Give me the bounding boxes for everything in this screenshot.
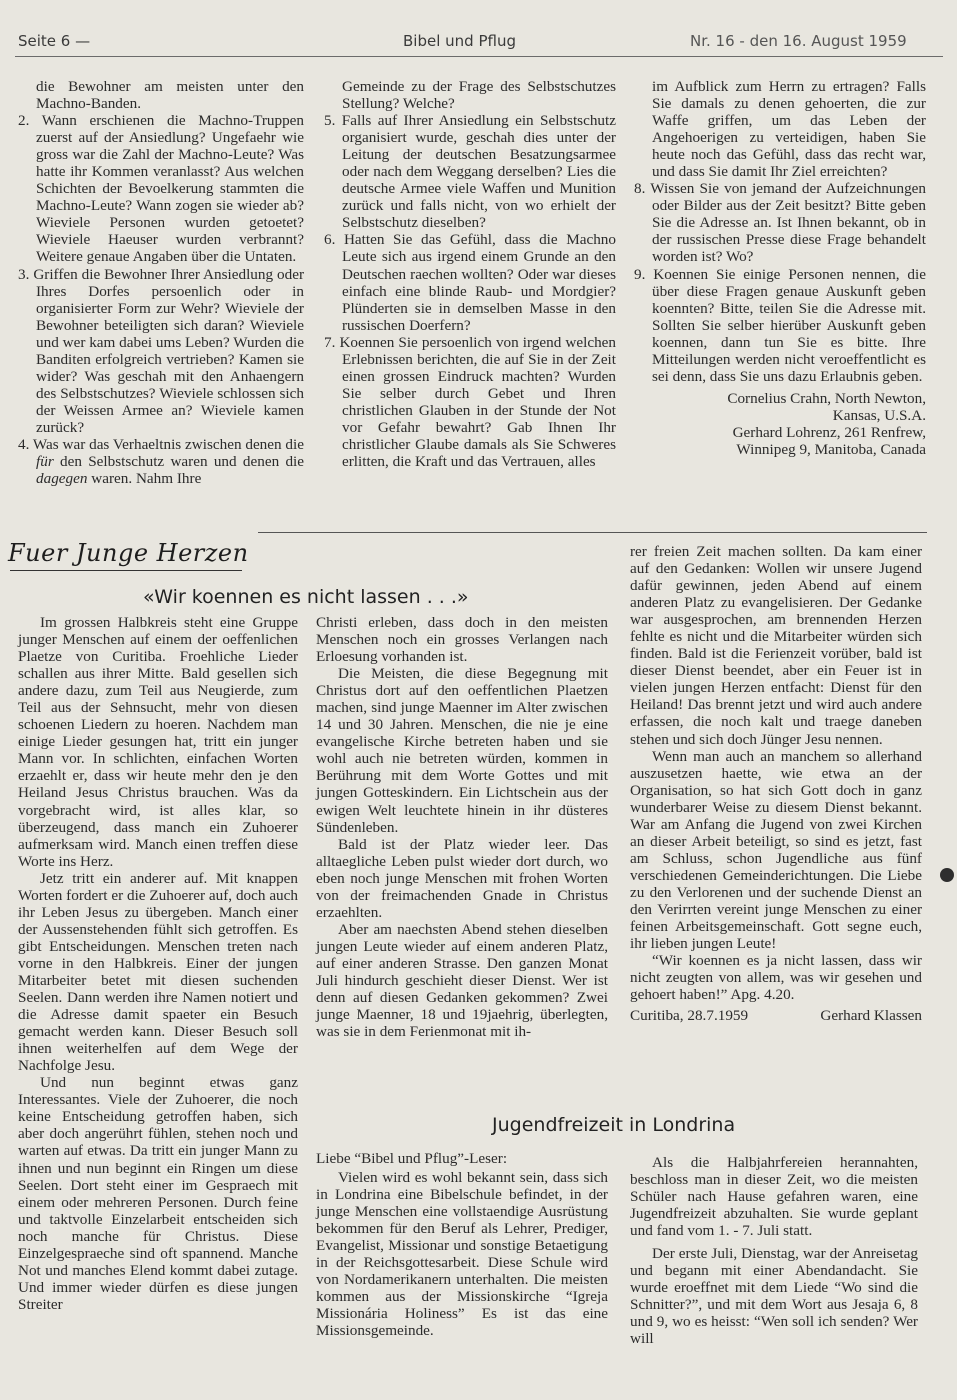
question-2: 2. Wann erschienen die Machno-Truppen zuerst auf der Ansiedlung? Ungefaehr wie gross war die Zahl der Machno-Leute? Was hatte ihr Kommen veranlasst? Aus welchen Schichten der Bevoelkerung stammten die Machno-Leute? Wann zogen sie wieder ab? Wieviele Personen wurden getoetet? Wieviele Haeuser wurden verbrannt? Weitere genaue Angaben über die Untaten. [18, 112, 304, 266]
paragraph: die Bewohner am meisten unter den Machno-Banden. [36, 78, 304, 113]
q4-text-c: waren. Nahm Ihre [87, 470, 202, 488]
article2-column-1 [316, 1150, 608, 1340]
article-place-date: Curitiba, 28.7.1959 [630, 1007, 749, 1025]
article1-column-2 [316, 614, 608, 1040]
question-5: 5. Falls auf Ihrer Ansiedlung ein Selbstschutz organisiert wurde, geschah dies unter der Leitung der deutschen Besatzungsarmee oder nach dem Weggang derselben? Lies die deutsche Armee viele Waffen und Munition zurück und falls nicht, von wo erhielt der Selbstschutz dieselben? [324, 112, 616, 232]
q4-text-a: 4. Was war das Verhaeltnis zwischen denen die [18, 435, 304, 453]
binding-hole-mark [940, 868, 954, 882]
signature-line: Gerhard Lohrenz, 261 Renfrew, [732, 423, 926, 441]
article-author: Gerhard Klassen [820, 1007, 922, 1025]
q4-text-b: den Selbstschutz waren und denen die [53, 453, 304, 471]
signature-line: Kansas, U.S.A. [832, 406, 926, 424]
paragraph: “Wir koennen es ja nicht lassen, dass wir nicht zeugten von allem, was wir gesehen und gehoert haben!” Apg. 4.20. [630, 952, 922, 1004]
question-9: 9. Koennen Sie einige Personen nennen, die über diese Fragen genaue Auskunft geben koennten? Bitte, teilen Sie die Adresse mit. Sollten Sie selber hierüber Auskunft geben koennen, dann tun Sie es bitte. Ihre Mitteilungen werden nicht veroeffentlicht es sei denn, dass Sie uns dazu Erlaubnis geben. [634, 265, 926, 385]
signature-line: Cornelius Crahn, North Newton, [727, 389, 926, 407]
question-4 [18, 436, 304, 487]
paragraph: Christi erleben, dass doch in den meisten Menschen noch ein grosses Verlangen nach Erloesung vorhanden ist. [316, 614, 608, 666]
signature-line: Winnipeg 9, Manitoba, Canada [736, 440, 926, 458]
paragraph: Bald ist der Platz wieder leer. Das alltaegliche Leben pulst wieder dort durch, wo eben noch junge Menschen mit frohen Worten von der freimachenden Gnade in Christus erzaehlten. [316, 835, 608, 921]
question-7: 7. Koennen Sie persoenlich von irgend welchen Erlebnissen berichten, die auf Sie in der Zeit einen grossen Eindruck machten? Wurden Sie selber durch Gebet und Ihren christlichen Glauben in der Stunde der Not vor Gefahr bewahrt? Gab Ihnen Ihr christlicher Glaube damals als Sie Schweres erlitten, die Kraft und das Vertrauen, alles [324, 333, 616, 471]
issue-date: Nr. 16 - den 16. August 1959 [690, 32, 907, 50]
q4-emphasis-dagegen: dagegen [36, 470, 88, 488]
q4-emphasis-fuer: für [36, 453, 54, 471]
paragraph: im Aufblick zum Herrn zu ertragen? Falls Sie damals zu denen gehoerten, die zur Waffe griffen, um das Leben der Angehoerigen zu verteidigen, haben Sie heute noch das Gefühl, dass das recht war, und dass Sie damit Ihr Ziel erreichten? [652, 78, 926, 181]
paragraph: Gemeinde zu der Frage des Selbstschutzes Stellung? Welche? [342, 78, 616, 113]
paragraph: Der erste Juli, Dienstag, war der Anreisetag und begann mit einer Abendandacht. Sie wurde eroeffnet mit dem Liede “Wo sind die Schnitter?”, und mit dem Wort aus Jesaja 6, 8 und 9, wo es heisst: “Wen soll ich senden? Wer will [630, 1245, 918, 1348]
paragraph: rer freien Zeit machen sollten. Da kam einer auf den Gedanken: Wollen wir unsere Jugend dafür gewinnen, jeden Abend auf einem anderen Platz zu evangelisieren. Der Gedanke war ausgesprochen, am brennenden Herzen fehlte es nicht und die Mitarbeiter würden sich finden. Bald ist die Ferienzeit vorüber, bald ist dieser Dienst beendet, aber ein Feuer ist in vielen jungen Herzen entfacht: Dienst für den Heiland! Das brennt jetzt und wird auch andere erfassen, die noch kalt und traege daneben stehen und sich doch Jünger Jesu nennen. [630, 543, 922, 748]
section-divider [258, 532, 927, 533]
question-8: 8. Wissen Sie von jemand der Aufzeichnungen oder Bilder aus der Zeit besitzt? Bitte geben Sie die Adresse an. Ist Ihnen bekannt, ob in der russischen Presse diese Frage behandelt worden ist? Wo? [634, 180, 926, 266]
question-6: 6. Hatten Sie das Gefühl, dass die Machno Leute sich aus irgend einem Grunde an den Deutschen raechen wollten? Oder war dieses einfach eine blinde Raub- und Mordgier? Plünderten sie in demselben Masse in den russischen Doerfern? [324, 231, 616, 334]
article-byline [630, 1007, 922, 1024]
header-rule [15, 56, 943, 57]
paragraph: Und nun beginnt etwas ganz Interessantes. Viele der Zuhoerer, die noch keine Entscheidung getroffen haben, sich aber doch angerührt fühlen, stehen noch und warten auf etwas. Da tritt ein junger Mann zu ihnen und nun beginnt ein Ringen um diese Seelen. Dort steht einer im Gespraech mit einem oder mehreren Personen. Durch feine und taktvolle Einzelarbeit entscheiden sich noch manche für Christus. Diese Einzelgespraeche sind oft spannend. Manche Not und manches Elend kommt dabei zutage. Und immer wieder dürfen es diese jungen Streiter [18, 1074, 298, 1313]
paragraph: Wenn man auch an manchem so allerhand auszusetzen haette, wie etwa an der Organisation, so hat sich Gott doch in ganz wunderbarer Weise zu diesem Dienst bekannt. War am Anfang die Jugend von zwei Kirchen an dieser Arbeit beteiligt, so sind es jetzt, fast am Schluss, schon Jugendliche aus fünf verschiedenen Gemeinderichtungen. Die Liebe zu den Verlorenen und der suchende Dienst an den Verirrten vereint junge Menschen zu einer feinen Arbeitsgemeinschaft. Gott segne euch, ihr lieben jungen Leute! [630, 747, 922, 953]
page-header [0, 28, 957, 58]
questionnaire-column-2 [324, 78, 616, 470]
newspaper-title: Bibel und Pflug [403, 32, 516, 50]
paragraph: Die Meisten, die diese Begegnung mit Christus dort auf den oeffentlichen Plaetzen machen, sind junge Maenner im Alter zwischen 14 und 30 Jahren. Menschen, die nie je eine evangelische Kirche betreten haben und sie wohl auch nie betreten würden, kommen in Berührung mit dem Worte Gottes und mit jungen Gotteskindern. Ein Lichtschein aus der ewigen Welt leuchtete hinein in ihr düsteres Sündenleben. [316, 665, 608, 836]
article1-column-3 [630, 543, 922, 1024]
salutation: Liebe “Bibel und Pflug”-Leser: [316, 1150, 508, 1167]
paragraph: Als die Halbjahrfereien herannahten, beschloss man in dieser Zeit, wo die meisten Schüler nach Hause gefahren waren, eine Jugendfreizeit abzuhalten. Sie wurde geplant und fand vom 1. - 7. Juli statt. [630, 1154, 918, 1240]
paragraph: Jetz tritt ein anderer auf. Mit knappen Worten fordert er die Zuhoerer auf, doch auch ihr Leben Jesus zu übergeben. Manch einer der Aussenstehenden fühlt sich getroffen. Es gibt Entscheidungen. Menschen treten nach vorne in den Halbkreis. Einer der jungen Mitarbeiter betet mit diesen suchenden Seelen. Dann werden ihre Namen notiert und die Adresse damit spaeter ein Besuch gemacht werden kann. Dieser Besuch soll ihnen weiterhelfen auf dem Wege der Nachfolge Jesu. [18, 869, 298, 1075]
section-heading-underline [10, 570, 242, 571]
paragraph: Im grossen Halbkreis steht eine Gruppe junger Menschen auf einem der oeffenlichen Plaetze von Curitiba. Froehliche Lieder schallen aus ihrer Mitte. Bald gesellen sich andere dazu, zum Teil aus Neugierde, zum Teil aus der Sehnsucht, mehr von diesen schoenen Liedern zu hoeren. Nachdem man einige Lieder gesungen hat, tritt ein junger Mann vor. In schlichten, einfachen Worten erzaehlt er, dass wir heute mehr den je den Heiland Jesus Christus brauchen. Was da vorgebracht wird, ist alles klar, so überzeugend, dass manch ein Zuhoerer aufmerksam wird. Manch einen treffen diese Worte ins Herz. [18, 614, 298, 870]
questionnaire-column-1 [18, 78, 304, 487]
question-3: 3. Griffen die Bewohner Ihrer Ansiedlung oder Ihres Dorfes persoenlich oder in organisierter Form zur Wehr? Wieviele der Bewohner beteiligten sich daran? Wieviele und wer kam dabei ums Leben? Wurden die Banditen erfolgreich vertrieben? Kamen sie wider? Was geschah mit den Anhaengern des Selbstschutzes? Wieviele schlossen sich der Weissen Armee an? Wieviele kamen zurück? [18, 265, 304, 436]
section-heading: Fuer Junge Herzen [8, 539, 249, 567]
paragraph: Aber am naechsten Abend stehen dieselben jungen Leute wieder auf einem anderen Platz, auf einer anderen Strasse. Den ganzen Monat Juli hindurch geschieht dieser Dienst. Wer ist denn auf diesen Gedanken gekommen? Zwei junge Maenner, 18 und 19jaehrig, überlegten, was sie in dem Ferienmonat mit ih- [316, 920, 608, 1041]
article-title: Jugendfreizeit in Londrina [492, 1114, 736, 1136]
paragraph: Vielen wird es wohl bekannt sein, dass sich in Londrina eine Bibelschule befindet, in der junge Menschen eine vollstaendige Ausrüstung bekommen für den Beruf als Lehrer, Prediger, Evangelist, Missionar und sonstige Betaetigung in der Reichsgottesarbeit. Diese Schule wird von Nordamerikanern unterhalten. Die meisten kommen aus der Missionskirche “Igreja Missionária Holiness” Es ist das eine Missionsgemeinde. [316, 1169, 608, 1340]
questionnaire-column-3 [634, 78, 926, 458]
article1-column-1 [18, 614, 298, 1313]
article2-column-2 [630, 1154, 918, 1348]
article-title: «Wir koennen es nicht lassen . . .» [143, 586, 469, 608]
page-number: Seite 6 — [18, 32, 91, 50]
